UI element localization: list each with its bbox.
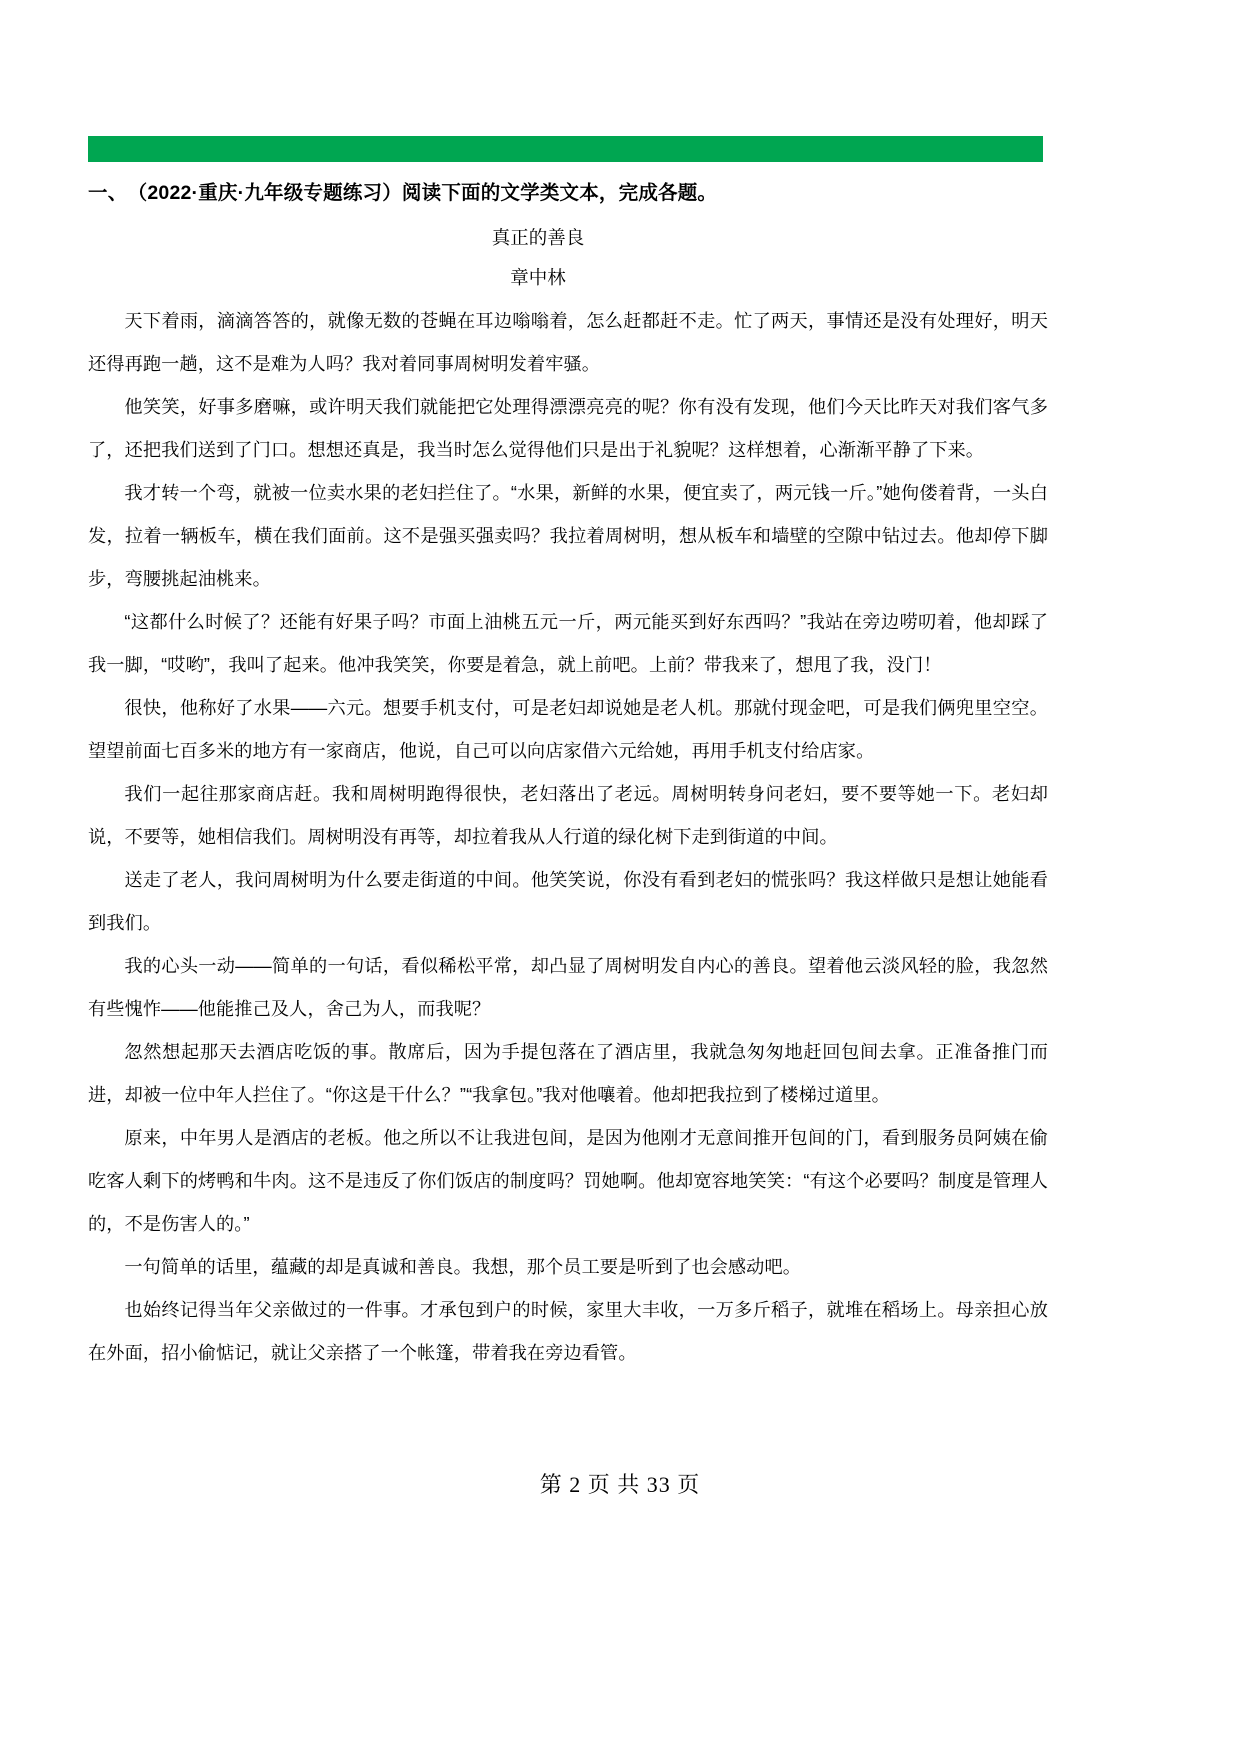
article-title: 真正的善良 — [491, 227, 585, 248]
article-paragraph: 天下着雨，滴滴答答的，就像无数的苍蝇在耳边嗡嗡着，怎么赶都赶不走。忙了两天，事情还是没有处理好，明天还得再跑一趟，这不是难为人吗？我对着同事周树明发着牢骚。 — [88, 311, 1048, 374]
article-paragraph: 送走了老人，我问周树明为什么要走街道的中间。他笑笑说，你没有看到老妇的慌张吗？我这样做只是想让她能看到我们。 — [88, 870, 1048, 933]
article-paragraph: 我们一起往那家商店赶。我和周树明跑得很快，老妇落出了老远。周树明转身问老妇，要不要等她一下。老妇却说，不要等，她相信我们。周树明没有再等，却拉着我从人行道的绿化树下走到街道的中间。 — [88, 784, 1048, 847]
article-paragraph: 也始终记得当年父亲做过的一件事。才承包到户的时候，家里大丰收，一万多斤稻子，就堆在稻场上。母亲担心放在外面，招小偷惦记，就让父亲搭了一个帐篷，带着我在旁边看管。 — [88, 1300, 1048, 1363]
document-content — [88, 178, 1048, 1375]
article-paragraph: 很快，他称好了水果——六元。想要手机支付，可是老妇却说她是老人机。那就付现金吧，可是我们俩兜里空空。望望前面七百多米的地方有一家商店，他说，自己可以向店家借六元给她，再用手机支付给店家。 — [88, 698, 1048, 761]
page-footer: 第 2 页 共 33 页 — [539, 1472, 701, 1497]
question-heading-text: （2022·重庆·九年级专题练习）阅读下面的文学类文本，完成各题。 — [137, 182, 718, 204]
article-paragraph: 我才转一个弯，就被一位卖水果的老妇拦住了。“水果，新鲜的水果，便宜卖了，两元钱一斤。”她佝偻着背，一头白发，拉着一辆板车，横在我们面前。这不是强买强卖吗？我拉着周树明，想从板车和墙壁的空隙中钻过去。他却停下脚步，弯腰挑起油桃来。 — [88, 483, 1048, 589]
question-heading — [88, 178, 1048, 208]
article-paragraph: 他笑笑，好事多磨嘛，或许明天我们就能把它处理得漂漂亮亮的呢？你有没有发现，他们今天比昨天对我们客气多了，还把我们送到了门口。想想还真是，我当时怎么觉得他们只是出于礼貌呢？这样想着，心渐渐平静了下来。 — [88, 397, 1048, 460]
article-paragraph: 一句简单的话里，蕴藏的却是真诚和善良。我想，那个员工要是听到了也会感动吧。 — [124, 1257, 802, 1277]
article-paragraph: 忽然想起那天去酒店吃饭的事。散席后，因为手提包落在了酒店里，我就急匆匆地赶回包间去拿。正准备推门而进，却被一位中年人拦住了。“你这是干什么？”“我拿包。”我对他嚷着。他却把我拉到了楼梯过道里。 — [88, 1042, 1048, 1105]
article-paragraph: 原来，中年男人是酒店的老板。他之所以不让我进包间，是因为他刚才无意间推开包间的门，看到服务员阿姨在偷吃客人剩下的烤鸭和牛肉。这不是违反了你们饭店的制度吗？罚她啊。他却宽容地笑笑：“有这个必要吗？制度是管理人的，不是伤害人的。” — [88, 1128, 1048, 1234]
question-number: 一、 — [88, 182, 128, 204]
article-paragraph: “这都什么时候了？还能有好果子吗？市面上油桃五元一斤，两元能买到好东西吗？”我站在旁边唠叨着，他却踩了我一脚，“哎哟”，我叫了起来。他冲我笑笑，你要是着急，就上前吧。上前？带我来了，想甩了我，没门！ — [88, 612, 1048, 675]
article-paragraph: 我的心头一动——简单的一句话，看似稀松平常，却凸显了周树明发自内心的善良。望着他云淡风轻的脸，我忽然有些愧怍——他能推己及人，舍己为人，而我呢？ — [88, 956, 1048, 1019]
green-header-bar — [88, 136, 1043, 162]
article-author: 章中林 — [510, 267, 566, 288]
